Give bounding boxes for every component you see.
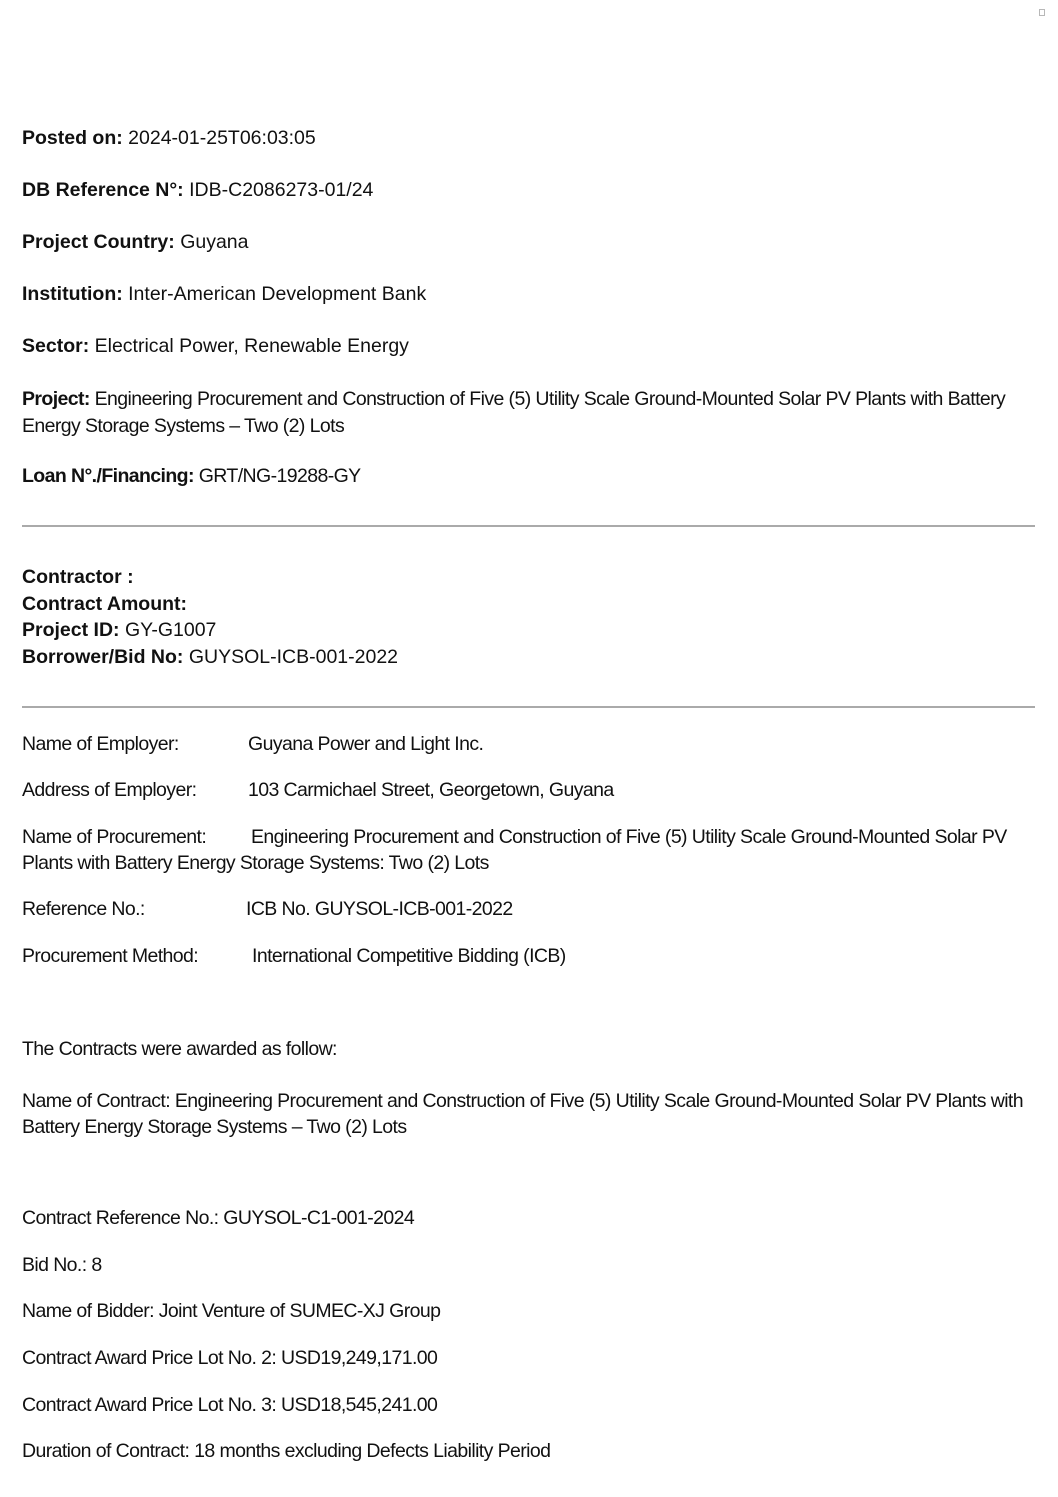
field-label: Contract Amount: bbox=[22, 593, 188, 615]
field-value: Guyana bbox=[180, 231, 249, 253]
field-value: Engineering Procurement and Construction of Five (5) Utility Scale Ground-Mounted Solar PV Plants with Battery Energy Storage Systems – Two (2) Lots bbox=[22, 388, 1006, 437]
field-label: Project Country: bbox=[22, 231, 175, 253]
posted-on-field bbox=[22, 126, 316, 150]
divider bbox=[22, 525, 1035, 527]
employer-address-row bbox=[22, 778, 614, 802]
contract-amount-field bbox=[22, 592, 187, 616]
lot3-award-price: Contract Award Price Lot No. 3: USD18,545,241.00 bbox=[22, 1394, 438, 1416]
sector-field bbox=[22, 334, 409, 358]
contract-name: Name of Contract: Engineering Procurement and Construction of Five (5) Utility Scale Ground-Mounted Solar PV Plants with Battery Energy Storage Systems – Two (2) Lots bbox=[22, 1090, 1023, 1138]
row-label: Procurement Method: bbox=[22, 945, 199, 967]
row-label: Name of Procurement: bbox=[22, 826, 207, 848]
field-label: Loan N°./Financing: bbox=[22, 465, 194, 487]
field-value: GRT/NG-19288-GY bbox=[198, 465, 361, 487]
lot2-award-price: Contract Award Price Lot No. 2: USD19,249,171.00 bbox=[22, 1347, 438, 1369]
award-intro: The Contracts were awarded as follow: bbox=[22, 1038, 337, 1060]
field-value: IDB-C2086273-01/24 bbox=[189, 179, 374, 201]
field-value: GY-G1007 bbox=[124, 619, 217, 641]
institution-field bbox=[22, 282, 426, 306]
bid-number: Bid No.: 8 bbox=[22, 1254, 102, 1276]
row-label: Reference No.: bbox=[22, 898, 145, 920]
field-label: Project: bbox=[22, 388, 90, 410]
loan-financing-field bbox=[22, 464, 361, 488]
contract-reference: Contract Reference No.: GUYSOL-C1-001-2024 bbox=[22, 1207, 415, 1229]
db-reference-field bbox=[22, 178, 373, 202]
row-value: Guyana Power and Light Inc. bbox=[248, 733, 484, 755]
employer-name-row bbox=[22, 732, 483, 756]
field-label: Borrower/Bid No: bbox=[22, 646, 184, 668]
reference-no-row bbox=[22, 897, 513, 921]
field-label: Institution: bbox=[22, 283, 123, 305]
project-id-field bbox=[22, 618, 216, 642]
field-value: 2024-01-25T06:03:05 bbox=[128, 127, 316, 149]
field-label: DB Reference N°: bbox=[22, 179, 184, 201]
borrower-bid-no-field bbox=[22, 645, 398, 669]
row-label: Name of Employer: bbox=[22, 733, 179, 755]
row-value: International Competitive Bidding (ICB) bbox=[252, 945, 566, 967]
contractor-field bbox=[22, 565, 134, 589]
field-label: Posted on: bbox=[22, 127, 123, 149]
field-value: GUYSOL-ICB-001-2022 bbox=[188, 646, 399, 668]
row-value: ICB No. GUYSOL-ICB-001-2022 bbox=[246, 898, 513, 920]
field-label: Project ID: bbox=[22, 619, 120, 641]
procurement-name-row bbox=[22, 824, 1042, 876]
field-label: Sector: bbox=[22, 335, 90, 357]
row-value: Engineering Procurement and Construction of Five (5) Utility Scale Ground-Mounted Solar PV Plants with Battery Energy Storage Systems: Two (2) Lots bbox=[22, 826, 1007, 874]
field-label: Contractor : bbox=[22, 566, 134, 588]
contract-duration: Duration of Contract: 18 months excluding Defects Liability Period bbox=[22, 1440, 551, 1462]
project-field bbox=[22, 386, 1042, 440]
procurement-method-row bbox=[22, 944, 566, 968]
divider bbox=[22, 706, 1035, 708]
project-country-field bbox=[22, 230, 249, 254]
field-value: Electrical Power, Renewable Energy bbox=[94, 335, 409, 357]
bidder-name: Name of Bidder: Joint Venture of SUMEC-XJ Group bbox=[22, 1300, 441, 1322]
row-value: 103 Carmichael Street, Georgetown, Guyana bbox=[248, 779, 614, 801]
field-value: Inter-American Development Bank bbox=[128, 283, 427, 305]
row-label: Address of Employer: bbox=[22, 779, 197, 801]
page-corner-marker bbox=[1039, 9, 1045, 16]
